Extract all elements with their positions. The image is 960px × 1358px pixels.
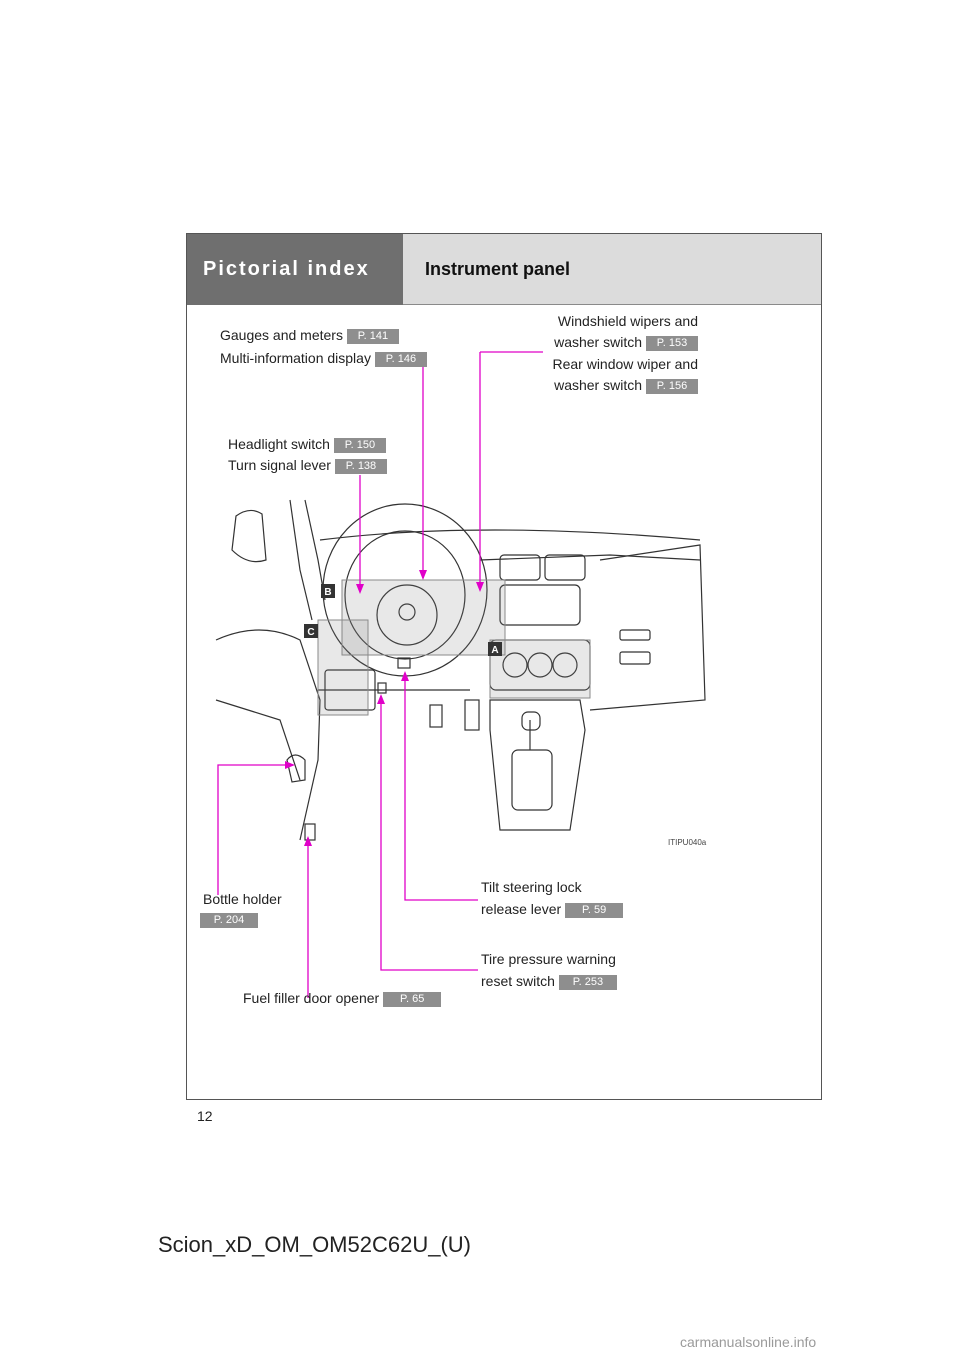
label-headlight-switch: Headlight switch P. 150 — [228, 433, 386, 455]
page-number: 12 — [197, 1108, 213, 1124]
illustration-code: ITIPU040a — [668, 838, 707, 847]
page-title: Instrument panel — [403, 234, 821, 305]
label-windshield-wipers: Windshield wipers and — [557, 313, 698, 329]
label-reset-switch: reset switch P. 253 — [481, 970, 617, 992]
leader-tire-pressure — [381, 696, 478, 970]
leader-bottle-holder — [218, 765, 257, 895]
fuel-door-opener-lever — [305, 824, 315, 840]
label-bottle-holder-ref — [200, 908, 258, 930]
label-fuel-filler-door-opener: Fuel filler door opener P. 65 — [243, 987, 441, 1009]
shift-gate — [512, 750, 552, 810]
page-ref-badge[interactable]: P. 153 — [646, 336, 698, 351]
label-rear-window-wiper: Rear window wiper and — [552, 356, 698, 372]
label-turn-signal-lever: Turn signal lever P. 138 — [228, 454, 387, 476]
door-panel — [216, 630, 320, 840]
label-bottle-holder: Bottle holder — [203, 891, 282, 907]
page-ref-badge[interactable]: P. 146 — [375, 352, 427, 367]
side-mirror — [232, 510, 266, 561]
highlight-box-a — [490, 640, 590, 698]
shift-knob — [522, 712, 540, 730]
page-ref-badge[interactable]: P. 138 — [335, 459, 387, 474]
page-ref-badge[interactable]: P. 65 — [383, 992, 441, 1007]
label-gauges-meters: Gauges and meters P. 141 — [220, 324, 399, 346]
document-footer: Scion_xD_OM_OM52C62U_(U) — [158, 1232, 471, 1257]
callout-a-letter: A — [491, 645, 499, 656]
label-washer-switch-rear: washer switch P. 156 — [520, 374, 698, 396]
page-ref-badge[interactable]: P. 253 — [559, 975, 617, 990]
label-tire-pressure-warning: Tire pressure warning — [481, 951, 616, 967]
page-ref-badge[interactable]: P. 156 — [646, 379, 698, 394]
label-tilt-steering: Tilt steering lock — [481, 879, 582, 895]
page-ref-badge[interactable]: P. 59 — [565, 903, 623, 918]
label-release-lever: release lever P. 59 — [481, 898, 623, 920]
section-title: Pictorial index — [187, 234, 403, 305]
tire-pressure-reset-switch — [378, 683, 386, 693]
center-display-recess — [500, 585, 580, 625]
highlight-box-c — [318, 620, 368, 715]
page-ref-badge[interactable]: P. 150 — [334, 438, 386, 453]
page-ref-badge[interactable]: P. 204 — [200, 913, 258, 928]
watermark: carmanualsonline.info — [680, 1334, 817, 1350]
label-multi-info-display: Multi-information display P. 146 — [220, 347, 427, 369]
page-ref-badge[interactable]: P. 141 — [347, 329, 399, 344]
label-washer-switch-front: washer switch P. 153 — [520, 331, 698, 353]
callout-b-letter: B — [324, 587, 332, 598]
callout-c-letter: C — [307, 627, 315, 638]
